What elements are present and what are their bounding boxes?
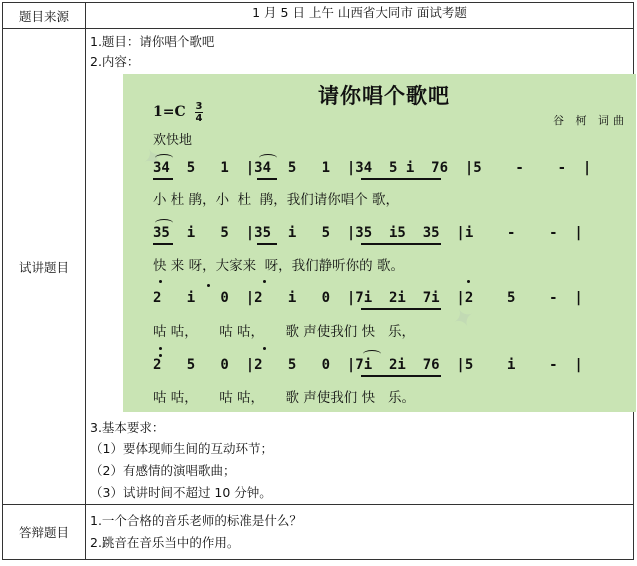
source-value: 1 月 5 日 上午 山西省大同市 面试考题 [86, 3, 634, 29]
watermark: ✦ [137, 140, 171, 178]
trial-row [3, 29, 634, 505]
requirement-2: （2）有感情的演唱歌曲； [90, 463, 236, 478]
slur [363, 350, 381, 358]
notes-row-4: 2 5 0 |2 5 0 |7i 2i 76 |5 i - | [153, 357, 583, 373]
beam [361, 243, 441, 245]
song-title: 请你唱个歌吧 [318, 83, 450, 108]
beam [257, 243, 277, 245]
slur [155, 219, 173, 227]
defense-content [86, 505, 634, 560]
defense-row [3, 505, 634, 560]
lyrics-row-1: 小 杜 鹃，小 杜 鹃，我们请你唱个 歌， [153, 192, 400, 208]
time-bottom: 4 [195, 113, 203, 124]
exam-table [2, 2, 634, 560]
lyrics-row-4: 咕 咕， 咕 咕， 歌 声使我们 快 乐。 [153, 390, 415, 406]
defense-question-2: 2.跳音在音乐当中的作用。 [90, 535, 240, 550]
trial-content-label: 2.内容： [90, 54, 140, 69]
slur [259, 154, 277, 162]
notes-row-2: 35 i 5 |35 i 5 |35 i5 35 |i - - | [153, 225, 583, 241]
trial-topic: 1.题目：请你唱个歌吧 [90, 34, 215, 49]
source-row [3, 3, 634, 29]
octave-dot [159, 347, 162, 350]
time-top: 3 [195, 101, 203, 112]
trial-content [86, 29, 634, 505]
requirements-title: 3.基本要求： [90, 420, 165, 435]
octave-dot [467, 280, 470, 283]
sheet-music-image [123, 74, 636, 412]
octave-dot [263, 347, 266, 350]
beam [361, 308, 441, 310]
song-author: 谷 柯 词曲 [553, 114, 628, 127]
octave-dot [159, 354, 162, 357]
notes-row-1: 34 5 1 |34 5 1 |34 5 i 76 |5 - - | [153, 160, 592, 176]
trial-label: 试讲题目 [3, 29, 86, 505]
octave-dot [207, 284, 210, 287]
slur [155, 154, 173, 162]
notes-row-3: 2 i 0 |2 i 0 |7i 2i 7i |2 5 - | [153, 290, 583, 306]
requirement-3: （3）试讲时间不超过 10 分钟。 [90, 485, 272, 500]
octave-dot [263, 280, 266, 283]
watermark: ✦ [447, 300, 481, 338]
source-label: 题目来源 [3, 3, 86, 29]
time-signature [195, 102, 203, 123]
tempo-marking: 欢快地 [153, 133, 193, 148]
defense-question-1: 1.一个合格的音乐老师的标准是什么？ [90, 513, 302, 528]
key-signature: 1=C [153, 104, 186, 120]
beam [361, 375, 441, 377]
lyrics-row-2: 快 来 呀，大家来 呀，我们静听你的 歌。 [153, 258, 404, 274]
beam [361, 178, 441, 180]
beam [257, 178, 277, 180]
requirement-1: （1）要体现师生间的互动环节； [90, 441, 273, 456]
beam [153, 178, 173, 180]
octave-dot [159, 280, 162, 283]
defense-label: 答辩题目 [3, 505, 86, 560]
beam [153, 243, 173, 245]
lyrics-row-3: 咕 咕， 咕 咕， 歌 声使我们 快 乐， [153, 324, 415, 340]
